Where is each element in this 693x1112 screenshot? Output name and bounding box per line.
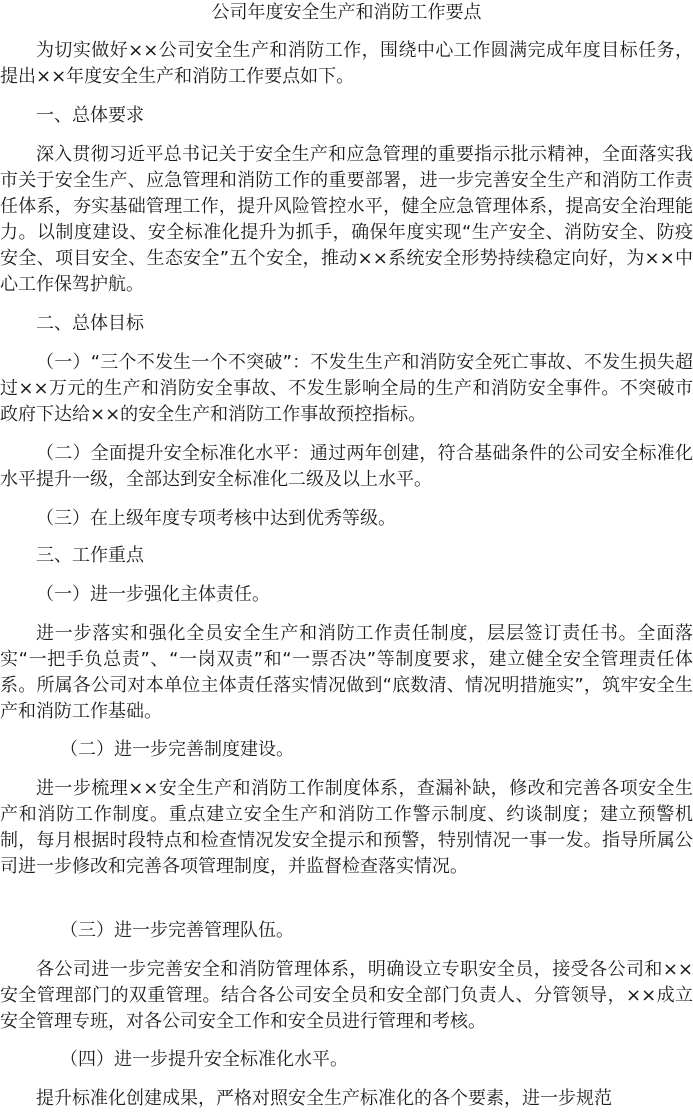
goal-1-paragraph: （一）“三个不发生一个不突破”：不发生生产和消防安全死亡事故、不发生损失超过××万元的生产和消防安全事故、不发生影响全局的生产和消防安全事件。不突破市政府下达给××的安全生产和消防工作事故预控指标。	[0, 352, 693, 425]
focus-3-paragraph: 各公司进一步完善安全和消防管理体系，明确设立专职安全员，接受各公司和××安全管理部门的双重管理。结合各公司安全员和安全部门负责人、分管领导，××成立安全管理专班，对各公司安全工作和安全员进行管理和考核。	[0, 959, 693, 1032]
section-heading-work-focus: 三、工作重点	[36, 545, 144, 566]
focus-2-heading: （二）进一步完善制度建设。	[60, 739, 294, 760]
focus-2-paragraph: 进一步梳理××安全生产和消防工作制度体系，查漏补缺，修改和完善各项安全生产和消防工作制度。重点建立安全生产和消防工作警示制度、约谈制度；建立预警机制，每月根据时段特点和检查情况发安全提示和预警，特别情况一事一发。指导所属公司进一步修改和完善各项管理制度，并监督检查落实情况。	[0, 778, 693, 877]
general-requirements-paragraph: 深入贯彻习近平总书记关于安全生产和应急管理的重要指示批示精神，全面落实我市关于安全生产、应急管理和消防工作的重要部署，进一步完善安全生产和消防工作责任体系，夯实基础管理工作，提升风险管控水平，健全应急管理体系，提高安全治理能力。以制度建设、安全标准化提升为抓手，确保年度实现“生产安全、消防安全、防疫安全、项目安全、生态安全”五个安全，推动××系统安全形势持续稳定向好，为××中心工作保驾护航。	[0, 144, 693, 295]
focus-4-paragraph: 提升标准化创建成果，严格对照安全生产标准化的各个要素，进一步规范	[36, 1088, 612, 1109]
focus-4-heading: （四）进一步提升安全标准化水平。	[60, 1049, 348, 1070]
goal-3-paragraph: （三）在上级年度专项考核中达到优秀等级。	[36, 508, 396, 529]
goal-2-paragraph: （二）全面提升安全标准化水平：通过两年创建，符合基础条件的公司安全标准化水平提升一级，全部达到安全标准化二级及以上水平。	[0, 443, 693, 490]
section-heading-general-goals: 二、总体目标	[36, 313, 144, 334]
section-heading-general-requirements: 一、总体要求	[36, 105, 144, 126]
document-title: 公司年度安全生产和消防工作要点	[211, 2, 482, 23]
intro-paragraph: 为切实做好××公司安全生产和消防工作，围绕中心工作圆满完成年度目标任务，提出××年度安全生产和消防工作要点如下。	[0, 40, 693, 87]
focus-3-heading: （三）进一步完善管理队伍。	[60, 920, 294, 941]
focus-1-heading: （一）进一步强化主体责任。	[36, 584, 270, 605]
focus-1-paragraph: 进一步落实和强化全员安全生产和消防工作责任制度，层层签订责任书。全面落实“一把手负总责”、“一岗双责”和“一票否决”等制度要求，建立健全安全管理责任体系。所属各公司对本单位主体责任落实情况做到“底数清、情况明措施实”，筑牢安全生产和消防工作基础。	[0, 623, 693, 722]
